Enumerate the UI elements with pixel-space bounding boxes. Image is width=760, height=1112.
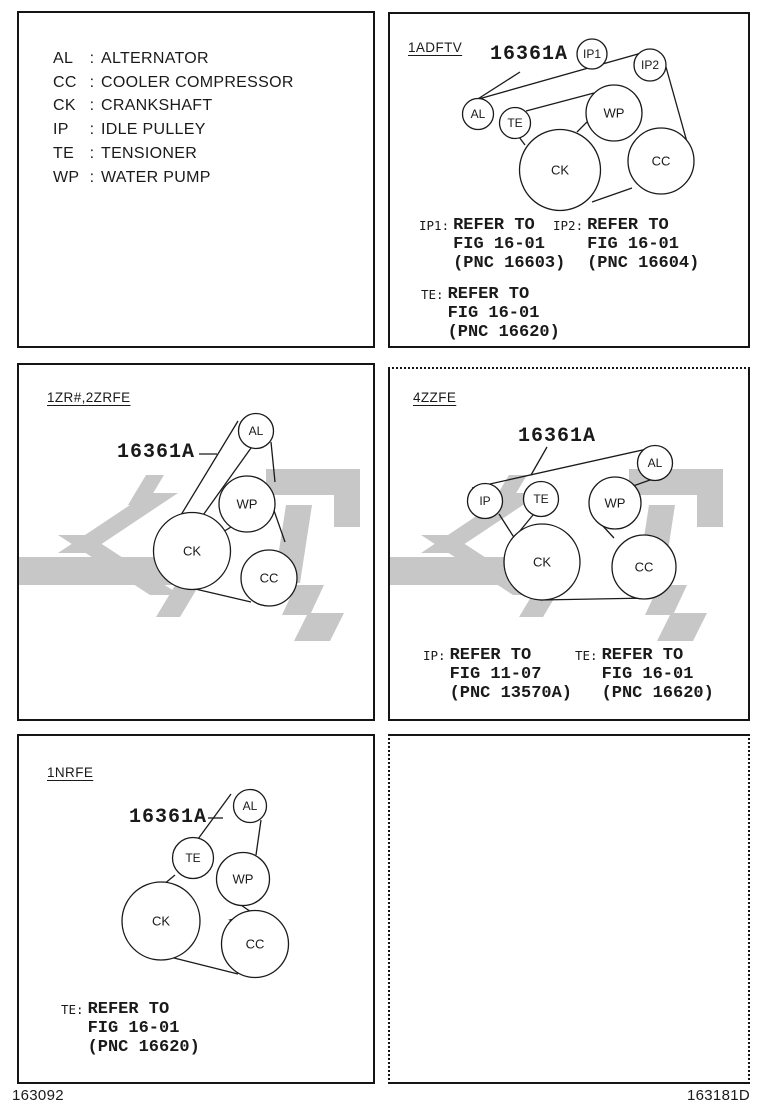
pulley-te-label: TE — [185, 851, 201, 865]
note-te — [421, 285, 560, 342]
legend-colon: : — [89, 97, 95, 115]
legend-abbr: IP — [53, 121, 69, 139]
legend-panel — [17, 11, 375, 348]
note-lines — [602, 646, 714, 703]
legend-row — [53, 166, 294, 190]
note-ref: TE: — [575, 648, 598, 663]
figure-code-left: 163092 — [12, 1087, 64, 1104]
legend-colon: : — [89, 49, 95, 67]
note-line: REFER TO — [601, 646, 684, 665]
legend-abbr: TE — [53, 145, 75, 163]
note-lines — [453, 216, 565, 273]
legend-colon: : — [89, 121, 95, 139]
pulley-cc-label: CC — [259, 570, 279, 586]
note-line: REFER TO — [449, 646, 532, 665]
legend-definition: TENSIONER — [101, 145, 198, 163]
legend-definition: WATER PUMP — [101, 168, 211, 186]
note-line: REFER TO — [87, 1000, 170, 1019]
note-ref: TE: — [421, 287, 444, 302]
note-line: FIG 16-01 — [587, 235, 679, 254]
legend-definition: ALTERNATOR — [101, 49, 209, 67]
part-number: 16361A — [117, 441, 196, 464]
part-number: 16361A — [129, 806, 208, 829]
pulley-al-label: AL — [242, 799, 258, 813]
engine-code-1nrfe: 1NRFE — [47, 765, 94, 780]
diagram-panel-1nrfe — [17, 734, 375, 1084]
pulley-ck-label: CK — [151, 913, 171, 929]
legend-abbr: WP — [53, 168, 80, 186]
note-line: FIG 16-01 — [601, 665, 694, 684]
note-ref: IP: — [423, 648, 446, 663]
figure-code-right: 163181D — [687, 1087, 750, 1104]
pulley-wp-label: WP — [603, 105, 625, 121]
note-ref: TE: — [61, 1002, 84, 1017]
pulley-ck-label: CK — [550, 162, 570, 178]
note-lines — [448, 285, 560, 342]
pulleys — [468, 446, 677, 601]
note-ref: IP1: — [419, 218, 450, 233]
note-line: REFER TO — [587, 216, 669, 235]
pulleys — [122, 790, 289, 978]
engine-code-4zzfe: 4ZZFE — [413, 390, 457, 405]
pulley-cc-label: CC — [634, 559, 654, 575]
note-line: FIG 16-01 — [87, 1019, 180, 1038]
pulley-al-label: AL — [470, 107, 486, 121]
pulley-ck-label: CK — [532, 554, 552, 570]
legend-colon: : — [89, 168, 95, 186]
note-line: (PNC 16620) — [601, 684, 714, 703]
legend-row — [53, 118, 294, 142]
note-te — [575, 646, 714, 703]
part-leader-line — [531, 447, 547, 475]
note-line: (PNC 16620) — [447, 323, 560, 342]
pulley-cc-label: CC — [245, 936, 265, 952]
legend-abbr: AL — [53, 49, 74, 67]
legend-definition: IDLE PULLEY — [101, 121, 206, 139]
pulley-wp-label: WP — [236, 496, 258, 512]
legend-list — [53, 47, 294, 190]
note-ref: IP2: — [553, 218, 584, 233]
note-line: FIG 16-01 — [453, 235, 545, 254]
legend-colon: : — [89, 73, 95, 91]
pulley-ip-label: IP — [479, 494, 491, 508]
engine-code-1zr-2zrfe: 1ZR#,2ZRFE — [47, 390, 131, 405]
diagram-panel-1adftv — [388, 12, 750, 348]
pulley-al-label: AL — [647, 456, 663, 470]
diagram-panel-1zr-2zrfe — [17, 363, 375, 721]
pulley-ip2-label: IP2 — [640, 58, 660, 72]
note-line: FIG 16-01 — [447, 304, 540, 323]
pulley-wp-label: WP — [232, 871, 254, 887]
legend-definition: COOLER COMPRESSOR — [101, 73, 294, 91]
note-lines — [450, 646, 572, 703]
part-number: 16361A — [518, 425, 597, 448]
note-line: REFER TO — [453, 216, 535, 235]
pulleys — [463, 39, 695, 211]
legend-row — [53, 95, 294, 119]
empty-panel — [388, 734, 750, 1084]
part-number: 16361A — [490, 43, 569, 66]
note-te — [61, 1000, 200, 1057]
pulley-ip1-label: IP1 — [582, 47, 602, 61]
legend-row — [53, 71, 294, 95]
pulley-al-label: AL — [248, 424, 264, 438]
note-line: (PNC 13570A) — [449, 684, 572, 703]
pulley-cc-label: CC — [651, 153, 671, 169]
diagram-panel-4zzfe — [388, 367, 750, 721]
pulley-te-label: TE — [507, 116, 523, 130]
legend-abbr: CK — [53, 97, 76, 115]
note-lines — [587, 216, 699, 273]
note-line: FIG 11-07 — [449, 665, 542, 684]
note-line: (PNC 16620) — [87, 1038, 200, 1057]
note-ip1 — [419, 216, 565, 273]
legend-colon: : — [89, 145, 95, 163]
pulley-te-label: TE — [533, 492, 549, 506]
note-line: (PNC 16603) — [453, 254, 566, 273]
note-lines — [88, 1000, 200, 1057]
note-line: REFER TO — [447, 285, 530, 304]
pulley-wp-label: WP — [604, 495, 626, 511]
belt-diagram-1zr-2zrfe — [19, 365, 373, 719]
legend-definition: CRANKSHAFT — [101, 97, 213, 115]
legend-row — [53, 47, 294, 71]
note-line: (PNC 16604) — [587, 254, 700, 273]
legend-abbr: CC — [53, 73, 77, 91]
pulley-ck-label: CK — [182, 543, 202, 559]
legend-row — [53, 142, 294, 166]
note-ip2 — [553, 216, 699, 273]
note-ip — [423, 646, 572, 703]
engine-code-1adftv: 1ADFTV — [408, 40, 463, 55]
